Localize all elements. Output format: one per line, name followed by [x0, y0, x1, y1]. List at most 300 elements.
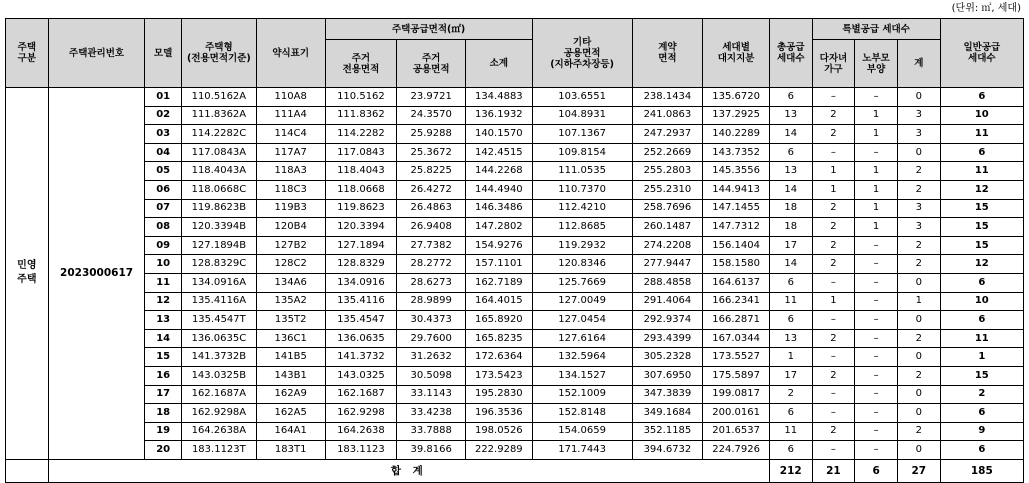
cell-general-supply: 2 — [940, 385, 1023, 404]
cell-total-supply: 18 — [769, 199, 812, 218]
cell-model: 04 — [145, 143, 181, 162]
cell-general-supply: 9 — [940, 422, 1023, 441]
unit-note: (단위: ㎡, 세대) — [951, 3, 1021, 14]
cell-common-area: 29.7600 — [397, 329, 466, 348]
cell-common-area: 23.9721 — [397, 88, 466, 107]
cell-multi-child: – — [812, 273, 855, 292]
cell-special-sum: 3 — [897, 125, 940, 144]
cell-other-common: 104.8931 — [532, 106, 632, 125]
cell-total-supply: 6 — [769, 404, 812, 423]
header-land-share: 세대별 대지지분 — [703, 19, 770, 88]
table-row — [6, 329, 1024, 348]
cell-multi-child: – — [812, 143, 855, 162]
table-row — [6, 125, 1024, 144]
cell-common-area: 33.1143 — [397, 385, 466, 404]
cell-special-sum: 0 — [897, 404, 940, 423]
table-row — [6, 404, 1024, 423]
table-row — [6, 88, 1024, 107]
cell-land-share: 173.5527 — [703, 348, 770, 367]
cell-elderly-parents: – — [855, 441, 898, 460]
cell-other-common: 152.8148 — [532, 404, 632, 423]
cell-subtotal: 147.2802 — [466, 218, 533, 237]
cell-land-share: 167.0344 — [703, 329, 770, 348]
cell-contract-area: 292.9374 — [632, 311, 703, 330]
cell-short-label: 136C1 — [256, 329, 325, 348]
cell-special-sum: 1 — [897, 292, 940, 311]
cell-subtotal: 144.4940 — [466, 180, 533, 199]
cell-contract-area: 260.1487 — [632, 218, 703, 237]
cell-exclusive-area: 135.4116 — [325, 292, 397, 311]
cell-house-type: 119.8623B — [181, 199, 256, 218]
cell-multi-child: – — [812, 88, 855, 107]
cell-multi-child: 2 — [812, 236, 855, 255]
cell-land-share: 224.7926 — [703, 441, 770, 460]
cell-special-sum: 2 — [897, 180, 940, 199]
cell-special-sum: 3 — [897, 199, 940, 218]
cell-short-label: 128C2 — [256, 255, 325, 274]
table-row — [6, 180, 1024, 199]
cell-contract-area: 394.6732 — [632, 441, 703, 460]
cell-total-supply: 13 — [769, 106, 812, 125]
cell-other-common: 127.6164 — [532, 329, 632, 348]
cell-house-type: 128.8329C — [181, 255, 256, 274]
cell-special-sum: 2 — [897, 255, 940, 274]
cell-general-supply: 15 — [940, 199, 1023, 218]
cell-land-share: 164.6137 — [703, 273, 770, 292]
cell-special-sum: 0 — [897, 348, 940, 367]
cell-special-sum: 0 — [897, 143, 940, 162]
cell-land-share: 137.2925 — [703, 106, 770, 125]
cell-short-label: 162A9 — [256, 385, 325, 404]
cell-subtotal: 140.1570 — [466, 125, 533, 144]
cell-land-share: 145.3556 — [703, 162, 770, 181]
cell-elderly-parents: – — [855, 385, 898, 404]
cell-exclusive-area: 134.0916 — [325, 273, 397, 292]
cell-land-share: 147.7312 — [703, 218, 770, 237]
cell-exclusive-area: 143.0325 — [325, 366, 397, 385]
cell-elderly-parents: – — [855, 404, 898, 423]
totals-general: 185 — [940, 459, 1023, 482]
table-row — [6, 348, 1024, 367]
header-elderly-parents: 노부모 부양 — [855, 40, 898, 88]
cell-general-supply: 11 — [940, 329, 1023, 348]
cell-short-label: 135T2 — [256, 311, 325, 330]
table-row — [6, 441, 1024, 460]
header-contract-area: 계약 면적 — [632, 19, 703, 88]
cell-model: 01 — [145, 88, 181, 107]
cell-total-supply: 11 — [769, 422, 812, 441]
cell-house-type: 117.0843A — [181, 143, 256, 162]
cell-exclusive-area: 114.2282 — [325, 125, 397, 144]
cell-special-sum: 2 — [897, 366, 940, 385]
cell-contract-area: 307.6950 — [632, 366, 703, 385]
cell-exclusive-area: 183.1123 — [325, 441, 397, 460]
cell-other-common: 112.4210 — [532, 199, 632, 218]
cell-other-common: 110.7370 — [532, 180, 632, 199]
header-housing-type: 주택 구분 — [6, 19, 49, 88]
cell-land-share: 175.5897 — [703, 366, 770, 385]
cell-exclusive-area: 118.0668 — [325, 180, 397, 199]
cell-short-label: 117A7 — [256, 143, 325, 162]
table-body — [6, 88, 1024, 460]
cell-multi-child: 2 — [812, 329, 855, 348]
cell-special-sum: 2 — [897, 329, 940, 348]
cell-special-sum: 3 — [897, 106, 940, 125]
cell-common-area: 25.8225 — [397, 162, 466, 181]
cell-land-share: 158.1580 — [703, 255, 770, 274]
cell-other-common: 132.5964 — [532, 348, 632, 367]
header-special-group: 특별공급 세대수 — [812, 19, 940, 40]
cell-multi-child: 1 — [812, 162, 855, 181]
cell-contract-area: 252.2669 — [632, 143, 703, 162]
cell-subtotal: 222.9289 — [466, 441, 533, 460]
cell-short-label: 143B1 — [256, 366, 325, 385]
cell-subtotal: 162.7189 — [466, 273, 533, 292]
cell-subtotal: 173.5423 — [466, 366, 533, 385]
cell-general-supply: 6 — [940, 441, 1023, 460]
cell-house-type: 164.2638A — [181, 422, 256, 441]
cell-short-label: 118A3 — [256, 162, 325, 181]
cell-model: 11 — [145, 273, 181, 292]
cell-model: 19 — [145, 422, 181, 441]
totals-special-sum: 27 — [897, 459, 940, 482]
cell-land-share: 140.2289 — [703, 125, 770, 144]
cell-land-share: 156.1404 — [703, 236, 770, 255]
cell-subtotal: 172.6364 — [466, 348, 533, 367]
table-row — [6, 199, 1024, 218]
cell-multi-child: 2 — [812, 125, 855, 144]
cell-special-sum: 0 — [897, 88, 940, 107]
cell-elderly-parents: – — [855, 236, 898, 255]
cell-land-share: 144.9413 — [703, 180, 770, 199]
cell-general-supply: 15 — [940, 218, 1023, 237]
cell-model: 18 — [145, 404, 181, 423]
cell-elderly-parents: 1 — [855, 162, 898, 181]
cell-house-type: 134.0916A — [181, 273, 256, 292]
cell-common-area: 28.9899 — [397, 292, 466, 311]
cell-house-type: 162.1687A — [181, 385, 256, 404]
cell-multi-child: 2 — [812, 106, 855, 125]
cell-general-supply: 12 — [940, 255, 1023, 274]
cell-house-type: 118.0668C — [181, 180, 256, 199]
table-row — [6, 162, 1024, 181]
cell-short-label: 164A1 — [256, 422, 325, 441]
cell-elderly-parents: – — [855, 311, 898, 330]
header-multi-child: 다자녀 가구 — [812, 40, 855, 88]
cell-other-common: 109.8154 — [532, 143, 632, 162]
cell-land-share: 199.0817 — [703, 385, 770, 404]
cell-other-common: 103.6551 — [532, 88, 632, 107]
cell-model: 10 — [145, 255, 181, 274]
cell-special-sum: 0 — [897, 273, 940, 292]
cell-total-supply: 1 — [769, 348, 812, 367]
cell-multi-child: 1 — [812, 292, 855, 311]
cell-general-supply: 11 — [940, 162, 1023, 181]
cell-common-area: 27.7382 — [397, 236, 466, 255]
cell-contract-area: 255.2803 — [632, 162, 703, 181]
cell-common-area: 24.3570 — [397, 106, 466, 125]
cell-short-label: 134A6 — [256, 273, 325, 292]
header-short-label: 약식표기 — [256, 19, 325, 88]
cell-exclusive-area: 135.4547 — [325, 311, 397, 330]
cell-exclusive-area: 162.1687 — [325, 385, 397, 404]
cell-elderly-parents: 1 — [855, 199, 898, 218]
cell-elderly-parents: – — [855, 348, 898, 367]
cell-other-common: 154.0659 — [532, 422, 632, 441]
cell-general-supply: 11 — [940, 125, 1023, 144]
cell-general-supply: 15 — [940, 236, 1023, 255]
cell-contract-area: 255.2310 — [632, 180, 703, 199]
cell-elderly-parents: – — [855, 273, 898, 292]
cell-land-share: 147.1455 — [703, 199, 770, 218]
table-row — [6, 236, 1024, 255]
housing-supply-table — [5, 18, 1024, 483]
cell-model: 02 — [145, 106, 181, 125]
cell-total-supply: 11 — [769, 292, 812, 311]
table-row — [6, 143, 1024, 162]
cell-other-common: 127.0454 — [532, 311, 632, 330]
totals-spacer — [6, 459, 49, 482]
cell-subtotal: 157.1101 — [466, 255, 533, 274]
cell-subtotal: 165.8235 — [466, 329, 533, 348]
cell-short-label: 119B3 — [256, 199, 325, 218]
cell-special-sum: 2 — [897, 162, 940, 181]
cell-subtotal: 165.8920 — [466, 311, 533, 330]
cell-contract-area: 277.9447 — [632, 255, 703, 274]
cell-exclusive-area: 164.2638 — [325, 422, 397, 441]
cell-elderly-parents: – — [855, 255, 898, 274]
cell-model: 14 — [145, 329, 181, 348]
cell-common-area: 28.6273 — [397, 273, 466, 292]
cell-subtotal: 146.3486 — [466, 199, 533, 218]
table-row — [6, 106, 1024, 125]
cell-subtotal: 196.3536 — [466, 404, 533, 423]
cell-total-supply: 14 — [769, 125, 812, 144]
cell-total-supply: 17 — [769, 236, 812, 255]
cell-model: 15 — [145, 348, 181, 367]
cell-exclusive-area: 128.8329 — [325, 255, 397, 274]
table-row — [6, 292, 1024, 311]
cell-multi-child: 2 — [812, 255, 855, 274]
cell-house-type: 135.4547T — [181, 311, 256, 330]
table-row — [6, 311, 1024, 330]
cell-total-supply: 2 — [769, 385, 812, 404]
cell-house-type: 120.3394B — [181, 218, 256, 237]
cell-elderly-parents: 1 — [855, 106, 898, 125]
cell-model: 12 — [145, 292, 181, 311]
cell-special-sum: 0 — [897, 441, 940, 460]
table-row — [6, 385, 1024, 404]
cell-model: 16 — [145, 366, 181, 385]
table-row — [6, 422, 1024, 441]
header-common-area: 주거 공용면적 — [397, 40, 466, 88]
cell-special-sum: 0 — [897, 311, 940, 330]
cell-contract-area: 288.4858 — [632, 273, 703, 292]
cell-exclusive-area: 162.9298 — [325, 404, 397, 423]
cell-contract-area: 241.0863 — [632, 106, 703, 125]
cell-model: 03 — [145, 125, 181, 144]
cell-land-share: 166.2871 — [703, 311, 770, 330]
cell-model: 20 — [145, 441, 181, 460]
cell-subtotal: 144.2268 — [466, 162, 533, 181]
cell-contract-area: 247.2937 — [632, 125, 703, 144]
cell-general-supply: 6 — [940, 404, 1023, 423]
cell-common-area: 26.4272 — [397, 180, 466, 199]
cell-subtotal: 142.4515 — [466, 143, 533, 162]
cell-common-area: 39.8166 — [397, 441, 466, 460]
cell-subtotal: 154.9276 — [466, 236, 533, 255]
cell-general-supply: 10 — [940, 292, 1023, 311]
header-other-common: 기타 공용면적 (지하주차장등) — [532, 19, 632, 88]
cell-special-sum: 0 — [897, 385, 940, 404]
cell-other-common: 134.1527 — [532, 366, 632, 385]
cell-total-supply: 13 — [769, 162, 812, 181]
cell-general-supply: 12 — [940, 180, 1023, 199]
header-house-type: 주택형 (전용면적기준) — [181, 19, 256, 88]
cell-model: 06 — [145, 180, 181, 199]
cell-other-common: 152.1009 — [532, 385, 632, 404]
cell-multi-child: 2 — [812, 218, 855, 237]
cell-multi-child: 1 — [812, 180, 855, 199]
cell-multi-child: 2 — [812, 422, 855, 441]
cell-house-type: 114.2282C — [181, 125, 256, 144]
cell-elderly-parents: – — [855, 88, 898, 107]
cell-elderly-parents: – — [855, 292, 898, 311]
table-row — [6, 218, 1024, 237]
cell-land-share: 200.0161 — [703, 404, 770, 423]
cell-total-supply: 6 — [769, 441, 812, 460]
cell-other-common: 111.0535 — [532, 162, 632, 181]
cell-exclusive-area: 136.0635 — [325, 329, 397, 348]
cell-exclusive-area: 118.4043 — [325, 162, 397, 181]
cell-short-label: 120B4 — [256, 218, 325, 237]
cell-elderly-parents: – — [855, 329, 898, 348]
cell-house-type: 183.1123T — [181, 441, 256, 460]
cell-total-supply: 13 — [769, 329, 812, 348]
table-row — [6, 255, 1024, 274]
cell-elderly-parents: – — [855, 143, 898, 162]
cell-model: 13 — [145, 311, 181, 330]
cell-general-supply: 10 — [940, 106, 1023, 125]
cell-total-supply: 18 — [769, 218, 812, 237]
cell-general-supply: 6 — [940, 311, 1023, 330]
totals-multi-child: 21 — [812, 459, 855, 482]
cell-common-area: 28.2772 — [397, 255, 466, 274]
cell-other-common: 120.8346 — [532, 255, 632, 274]
cell-model: 05 — [145, 162, 181, 181]
cell-elderly-parents: 1 — [855, 218, 898, 237]
cell-common-area: 26.9408 — [397, 218, 466, 237]
cell-multi-child: – — [812, 441, 855, 460]
cell-total-supply: 6 — [769, 311, 812, 330]
cell-multi-child: 2 — [812, 366, 855, 385]
cell-house-type: 111.8362A — [181, 106, 256, 125]
cell-model: 17 — [145, 385, 181, 404]
cell-total-supply: 17 — [769, 366, 812, 385]
cell-group-label: 민영 주택 — [6, 88, 49, 460]
cell-common-area: 31.2632 — [397, 348, 466, 367]
table-row — [6, 273, 1024, 292]
cell-land-share: 166.2341 — [703, 292, 770, 311]
cell-total-supply: 6 — [769, 143, 812, 162]
cell-house-type: 141.3732B — [181, 348, 256, 367]
header-exclusive-area: 주거 전용면적 — [325, 40, 397, 88]
cell-multi-child: 2 — [812, 199, 855, 218]
cell-other-common: 112.8685 — [532, 218, 632, 237]
cell-common-area: 26.4863 — [397, 199, 466, 218]
cell-land-share: 201.6537 — [703, 422, 770, 441]
cell-general-supply: 6 — [940, 143, 1023, 162]
cell-house-type: 162.9298A — [181, 404, 256, 423]
cell-multi-child: – — [812, 404, 855, 423]
cell-common-area: 25.9288 — [397, 125, 466, 144]
cell-common-area: 25.3672 — [397, 143, 466, 162]
cell-short-label: 110A8 — [256, 88, 325, 107]
cell-house-type: 118.4043A — [181, 162, 256, 181]
totals-total-supply: 212 — [769, 459, 812, 482]
header-general-supply: 일반공급 세대수 — [940, 19, 1023, 88]
header-model: 모델 — [145, 19, 181, 88]
header-total-supply: 총공급 세대수 — [769, 19, 812, 88]
cell-other-common: 171.7443 — [532, 441, 632, 460]
cell-subtotal: 164.4015 — [466, 292, 533, 311]
cell-multi-child: – — [812, 385, 855, 404]
cell-short-label: 127B2 — [256, 236, 325, 255]
cell-elderly-parents: – — [855, 422, 898, 441]
cell-common-area: 33.4238 — [397, 404, 466, 423]
cell-other-common: 125.7669 — [532, 273, 632, 292]
cell-special-sum: 3 — [897, 218, 940, 237]
cell-exclusive-area: 141.3732 — [325, 348, 397, 367]
header-mgmt-no: 주택관리번호 — [48, 19, 145, 88]
header-subtotal: 소계 — [466, 40, 533, 88]
cell-common-area: 30.5098 — [397, 366, 466, 385]
cell-contract-area: 274.2208 — [632, 236, 703, 255]
cell-contract-area: 258.7696 — [632, 199, 703, 218]
cell-short-label: 135A2 — [256, 292, 325, 311]
cell-house-type: 143.0325B — [181, 366, 256, 385]
totals-label: 합 계 — [48, 459, 769, 482]
cell-short-label: 114C4 — [256, 125, 325, 144]
cell-short-label: 111A4 — [256, 106, 325, 125]
cell-contract-area: 293.4399 — [632, 329, 703, 348]
cell-contract-area: 238.1434 — [632, 88, 703, 107]
cell-house-type: 135.4116A — [181, 292, 256, 311]
cell-contract-area: 349.1684 — [632, 404, 703, 423]
cell-short-label: 118C3 — [256, 180, 325, 199]
cell-total-supply: 6 — [769, 88, 812, 107]
cell-short-label: 183T1 — [256, 441, 325, 460]
cell-exclusive-area: 111.8362 — [325, 106, 397, 125]
table-row — [6, 366, 1024, 385]
cell-model: 07 — [145, 199, 181, 218]
cell-model: 09 — [145, 236, 181, 255]
cell-land-share: 143.7352 — [703, 143, 770, 162]
cell-contract-area: 305.2328 — [632, 348, 703, 367]
cell-short-label: 141B5 — [256, 348, 325, 367]
cell-exclusive-area: 119.8623 — [325, 199, 397, 218]
cell-short-label: 162A5 — [256, 404, 325, 423]
cell-general-supply: 6 — [940, 273, 1023, 292]
totals-row — [6, 459, 1024, 482]
cell-subtotal: 136.1932 — [466, 106, 533, 125]
cell-model: 08 — [145, 218, 181, 237]
cell-subtotal: 195.2830 — [466, 385, 533, 404]
cell-common-area: 33.7888 — [397, 422, 466, 441]
cell-house-type: 127.1894B — [181, 236, 256, 255]
cell-other-common: 127.0049 — [532, 292, 632, 311]
totals-elderly: 6 — [855, 459, 898, 482]
